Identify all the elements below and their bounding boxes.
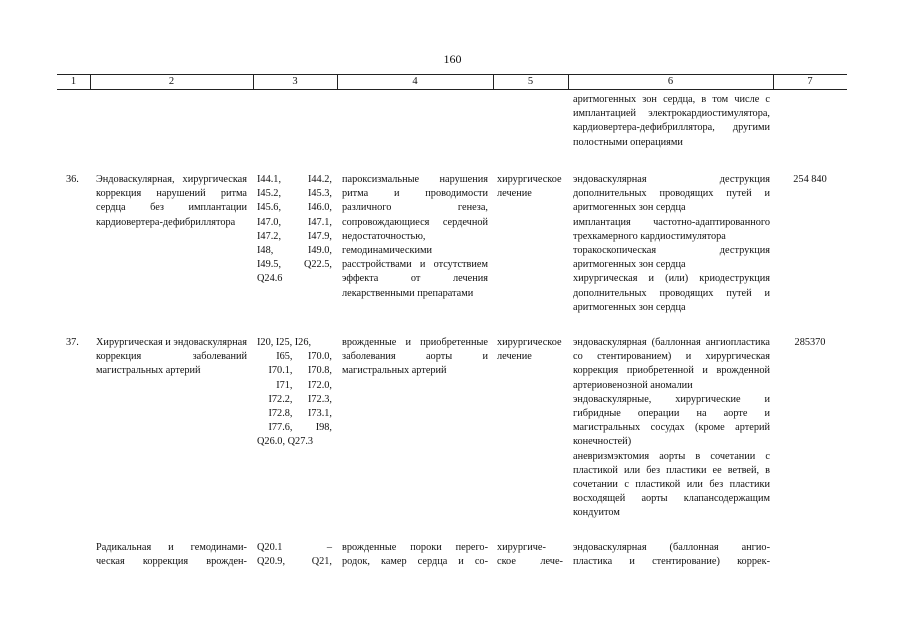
icd-codes <box>257 173 332 287</box>
page-number: 160 <box>443 52 462 66</box>
header-col-1: 1 <box>70 76 77 87</box>
icd-code: – <box>326 542 332 553</box>
procedure-name <box>96 541 247 569</box>
treatment-type: хирургическое лечение <box>497 174 562 200</box>
row-number: 36. <box>66 174 79 185</box>
icd-code: I72.2, <box>268 393 293 405</box>
icd-code: I49.0, <box>307 245 332 257</box>
icd-code: Q21, <box>311 556 332 568</box>
icd-codes <box>257 336 332 450</box>
cost-value: 254 840 <box>793 174 827 185</box>
icd-code: I72.0, <box>307 379 332 391</box>
icd-code: I45.6, <box>257 202 282 214</box>
icd-code: I20, I25, I26, <box>257 337 312 348</box>
icd-code: I48, <box>257 245 274 257</box>
header-col-5: 5 <box>527 76 534 87</box>
icd-code: I70.1, <box>268 365 293 377</box>
header-col-6: 6 <box>667 76 674 87</box>
icd-code: I98, <box>315 422 332 434</box>
text-line: пластика и стентирование) коррек- <box>573 556 770 568</box>
row-number: 37. <box>66 337 79 348</box>
procedure-name: Эндоваскулярная, хирургическая коррекция нарушений ритма сердца без имплантации кардиовертера-дефибриллятора <box>96 174 247 228</box>
icd-code: I44.1, <box>257 174 282 185</box>
text-line: ское лече- <box>497 556 563 568</box>
header-col-7: 7 <box>807 76 813 87</box>
icd-code: I44.2, <box>307 174 332 185</box>
icd-code: Q20.1 <box>257 542 283 553</box>
text-line: родок, камер сердца и со- <box>342 556 488 568</box>
header-col-3: 3 <box>292 76 298 87</box>
icd-code <box>297 272 333 286</box>
icd-code: I47.9, <box>307 230 332 242</box>
treatment-type <box>497 541 563 569</box>
diagnosis <box>342 541 488 569</box>
method-item: имплантация частотно-адаптированного трехкамерного кардиостимулятора <box>573 216 770 242</box>
diagnosis: пароксизмальные нарушения ритма и проводимости различного генеза, сопровождающиеся сердечной недостаточностью, гемодинамическими расстройствами и отсутствием эффекта от лечения лекарственными препаратами <box>342 174 488 299</box>
method-item: аневризмэктомия аорты в сочетании с пластикой или без пластики ее ветвей, в сочетании с пластикой или без пластики восходящей аорты клапансодержащим кондуитом <box>573 450 770 519</box>
icd-code: I47.2, <box>257 230 282 242</box>
icd-code: I72.3, <box>307 393 332 405</box>
treatment-methods <box>573 173 770 315</box>
text-line: эндоваскулярная (баллонная ангио- <box>573 542 770 553</box>
icd-code: I72.8, <box>268 408 293 420</box>
method-item: торакоскопическая деструкция аритмогенных зон сердца <box>573 245 770 271</box>
icd-codes <box>257 541 332 569</box>
continued-methods-cell: аритмогенных зон сердца, в том числе с имплантацией электрокардиостимулятора, кардиовертера-дефибриллятора, другими полостными операциями <box>573 94 770 148</box>
method-item: эндоваскулярная деструкция дополнительных проводящих путей и аритмогенных зон сердца <box>573 174 770 214</box>
table-header-rule <box>57 89 847 90</box>
icd-code: I45.3, <box>307 188 332 200</box>
text-line: врожденные пороки перего- <box>342 542 488 553</box>
icd-code: Q24.6 <box>257 273 283 285</box>
icd-code: I73.1, <box>307 408 332 420</box>
header-col-2: 2 <box>168 76 175 87</box>
header-col-4: 4 <box>412 76 418 87</box>
icd-code: I45.2, <box>257 188 282 200</box>
diagnosis: врожденные и приобретенные заболевания аорты и магистральных артерий <box>342 337 488 377</box>
method-item: эндоваскулярная (баллонная ангиопластика со стентированием) и хирургическая коррекция приобретенной и врожденной артериовенозной аномалии <box>573 337 770 391</box>
icd-code: I70.0, <box>307 351 332 363</box>
icd-code: I65, <box>276 351 293 363</box>
icd-code: I47.1, <box>307 216 332 228</box>
icd-code: Q22.5, <box>303 259 332 271</box>
icd-code: I49.5, <box>257 259 282 271</box>
icd-code: I77.6, <box>268 422 293 434</box>
text-line: Радикальная и гемодинами- <box>96 542 247 553</box>
icd-code: I47.0, <box>257 216 282 228</box>
treatment-methods <box>573 541 770 569</box>
procedure-name: Хирургическая и эндоваскулярная коррекция заболеваний магистральных артерий <box>96 337 247 377</box>
icd-code: Q26.0, Q27.3 <box>257 436 314 448</box>
text-line: хирургиче- <box>497 542 546 553</box>
text-line: ческая коррекция врожден- <box>96 556 247 568</box>
treatment-methods <box>573 336 770 521</box>
method-item: эндоваскулярные, хирургические и гибридные операции на аорте и магистральных сосудах (кроме артерий конечностей) <box>573 393 770 448</box>
cost-value: 285370 <box>794 337 826 348</box>
method-item: хирургическая и (или) криодеструкция дополнительных проводящих путей и аритмогенных зон сердца <box>573 273 770 313</box>
icd-code: I70.8, <box>307 365 332 377</box>
icd-code: I71, <box>276 379 293 391</box>
icd-code: I46.0, <box>307 202 332 214</box>
treatment-type: хирургическое лечение <box>497 337 562 363</box>
icd-code: Q20.9, <box>257 556 286 568</box>
